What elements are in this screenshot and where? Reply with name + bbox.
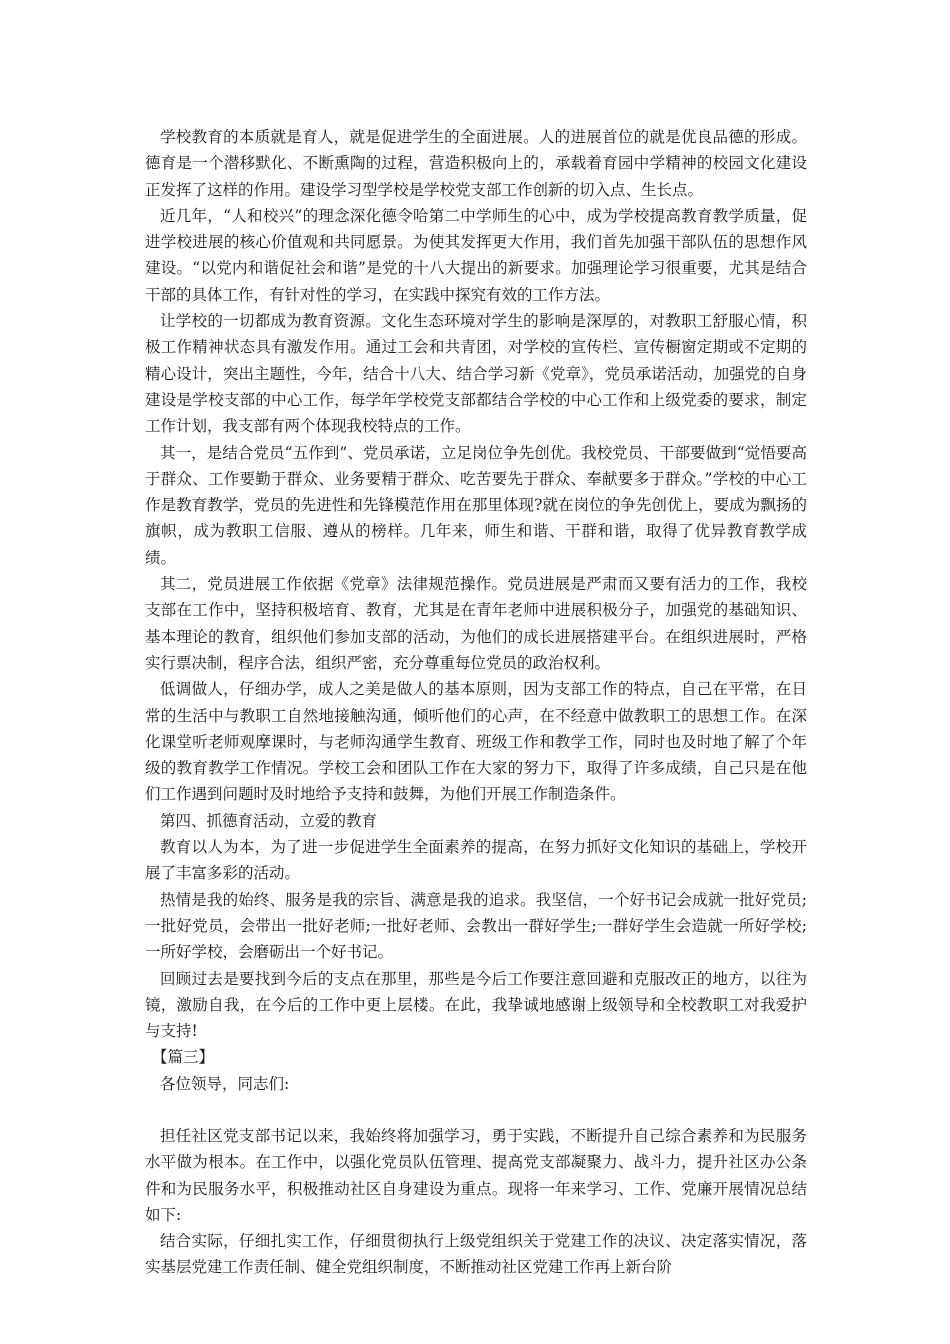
paragraph: 学校教育的本质就是育人，就是促进学生的全面进展。人的进展首位的就是优良品德的形成。德育是一个潜移默化、不断熏陶的过程，营造积极向上的，承载着育园中学精神的校园文化建设正发挥了这样的作用。建设学习型学校是学校党支部工作创新的切入点、生长点。 — [145, 128, 807, 199]
paragraph: 热情是我的始终、服务是我的宗旨、满意是我的追求。我坚信，一个好书记会成就一批好党员;一批好党员，会带出一批好老师;一批好老师、会教出一群好学生;一群好学生会造就一所好学校;一所好学校，会磨砺出一个好书记。 — [145, 890, 807, 962]
section-heading: 第四、抓德育活动，立爱的教育 — [160, 811, 378, 830]
paragraph: 回顾过去是要找到今后的支点在那里，那些是今后工作要注意回避和克服改正的地方，以往为镜，激励自我，在今后的工作中更上层楼。在此，我挚诚地感谢上级领导和全校教职工对我爱护与支持! — [145, 969, 807, 1041]
part-heading: 【篇三】 — [152, 1048, 215, 1067]
paragraph: 其二，党员进展工作依据《党章》法律规范操作。党员进展是严肃而又要有活力的工作，我校支部在工作中，坚持积极培育、教育，尤其是在青年老师中进展积极分子，加强党的基础知识、基本理论的教育，组织他们参加支部的活动，为他们的成长进展搭建平台。在组织进展时，严格实行票决制，程序合法，组织严密，充分尊重每位党员的政治权利。 — [145, 575, 807, 672]
paragraph: 让学校的一切都成为教育资源。文化生态环境对学生的影响是深厚的，对教职工舒服心情，积极工作精神状态具有激发作用。通过工会和共青团，对学校的宣传栏、宣传橱窗定期或不定期的精心设计，突出主题性，今年，结合十八大、结合学习新《党章》，党员承诺活动，加强党的自身建设是学校支部的中心工作，每学年学校党支部都结合学校的中心工作和上级党委的要求，制定工作计划，我支部有两个体现我校特点的工作。 — [145, 312, 807, 436]
paragraph: 结合实际，仔细扎实工作，仔细贯彻执行上级党组织关于党建工作的决议、决定落实情况，落实基层党建工作责任制、健全党组织制度，不断推动社区党建工作再上新台阶 — [145, 1232, 807, 1277]
paragraph: 担任社区党支部书记以来，我始终将加强学习，勇于实践，不断提升自己综合素养和为民服务水平做为根本。在工作中，以强化党员队伍管理、提高党支部凝聚力、战斗力，提升社区办公条件和为民服务水平，积极推动社区自身建设为重点。现将一年来学习、工作、党廉开展情况总结如下: — [145, 1126, 807, 1224]
paragraph: 近几年，“人和校兴”的理念深化德令哈第二中学师生的心中，成为学校提高教育教学质量，促进学校进展的核心价值观和共同愿景。为使其发挥更大作用，我们首先加强干部队伍的思想作风建设。“以党内和谐促社会和谐”是党的十八大提出的新要求。加强理论学习很重要，尤其是结合干部的具体工作，有针对性的学习，在实践中探究有效的工作方法。 — [145, 206, 807, 304]
blank-line — [145, 1097, 807, 1123]
document-body — [145, 124, 807, 1281]
paragraph: 低调做人，仔细办学，成人之美是做人的基本原则，因为支部工作的特点，自己在平常，在日常的生活中与教职工自然地接触沟通，倾听他们的心声，在不经意中做教职工的思想工作。在深化课堂听老师观摩课时，与老师沟通学生教育、班级工作和教学工作，同时也及时地了解了个年级的教育教学工作情况。学校工会和团队工作在大家的努力下，取得了许多成绩，自己只是在他们工作遇到问题时及时地给予支持和鼓舞，为他们开展工作制造条件。 — [145, 680, 807, 804]
salutation: 各位领导，同志们: — [160, 1074, 290, 1093]
paragraph: 其一，是结合党员“五作到”、党员承诺，立足岗位争先创优。我校党员、干部要做到“觉悟要高于群众、工作要勤于群众、业务要精于群众、吃苦要先于群众、奉献要多于群众。”学校的中心工作是教育教学，党员的先进性和先锋模范作用在那里体现?就在岗位的争先创优上，要成为飘扬的旗帜，成为教职工信服、遵从的榜样。几年来，师生和谐、干群和谐，取得了优异教育教学成绩。 — [145, 443, 807, 567]
paragraph: 教育以人为本，为了进一步促进学生全面素养的提高，在努力抓好文化知识的基础上，学校开展了丰富多彩的活动。 — [145, 838, 807, 883]
